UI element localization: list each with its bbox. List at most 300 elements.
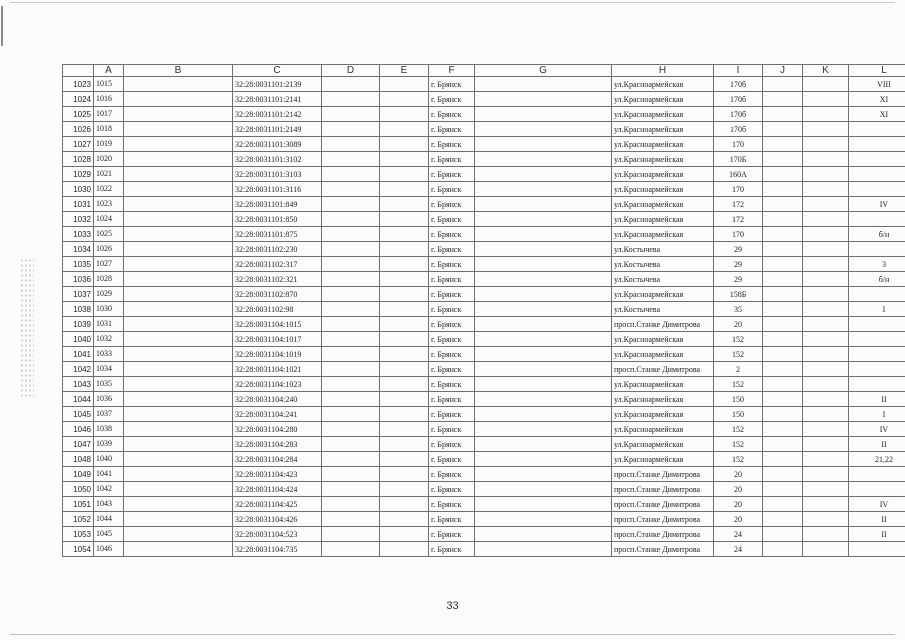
cell-a: 1017 bbox=[94, 107, 124, 122]
cell-l: 3 bbox=[849, 257, 905, 272]
cell-h: ул.Красноармейская bbox=[612, 77, 714, 92]
cell-i: 152 bbox=[714, 437, 763, 452]
cell-a: 1031 bbox=[94, 317, 124, 332]
cell-f: г. Брянск bbox=[429, 512, 475, 527]
cell-a: 1029 bbox=[94, 287, 124, 302]
cell-k bbox=[803, 197, 849, 212]
table-row bbox=[63, 257, 905, 272]
cell-f: г. Брянск bbox=[429, 392, 475, 407]
page-number: 33 bbox=[446, 600, 459, 612]
table-row bbox=[63, 152, 905, 167]
cell-h: ул.Красноармейская bbox=[612, 347, 714, 362]
cell-k bbox=[803, 392, 849, 407]
cell-h: ул.Красноармейская bbox=[612, 332, 714, 347]
cell-l: II bbox=[849, 512, 905, 527]
cell-c: 32:28:0031104:735 bbox=[233, 542, 322, 557]
cell-e bbox=[380, 497, 429, 512]
table-row bbox=[63, 392, 905, 407]
cell-c: 32:28:0031101:2139 bbox=[233, 77, 322, 92]
cell-c: 32:28:0031104:425 bbox=[233, 497, 322, 512]
cell-i: 24 bbox=[714, 542, 763, 557]
cell-i: 20 bbox=[714, 467, 763, 482]
cell-f: г. Брянск bbox=[429, 527, 475, 542]
cell-e bbox=[380, 212, 429, 227]
cell-g bbox=[475, 287, 612, 302]
row-number: 1025 bbox=[63, 107, 94, 122]
cell-c: 32:28:0031101:2141 bbox=[233, 92, 322, 107]
table-row bbox=[63, 347, 905, 362]
cell-a: 1043 bbox=[94, 497, 124, 512]
cell-f: г. Брянск bbox=[429, 197, 475, 212]
cell-d bbox=[322, 467, 380, 482]
cell-k bbox=[803, 92, 849, 107]
cell-b bbox=[124, 332, 233, 347]
cell-i: 152 bbox=[714, 452, 763, 467]
row-number: 1051 bbox=[63, 497, 94, 512]
cell-i: 20 bbox=[714, 497, 763, 512]
cell-k bbox=[803, 377, 849, 392]
cell-b bbox=[124, 182, 233, 197]
cell-f: г. Брянск bbox=[429, 107, 475, 122]
cell-j bbox=[763, 152, 803, 167]
cell-f: г. Брянск bbox=[429, 317, 475, 332]
cell-b bbox=[124, 512, 233, 527]
row-number: 1048 bbox=[63, 452, 94, 467]
column-header-k: K bbox=[803, 65, 849, 77]
cell-h: ул.Красноармейская bbox=[612, 197, 714, 212]
cell-l bbox=[849, 542, 905, 557]
table-row bbox=[63, 242, 905, 257]
cell-a: 1015 bbox=[94, 77, 124, 92]
cell-c: 32:28:0031104:1015 bbox=[233, 317, 322, 332]
cell-i: 170Б bbox=[714, 152, 763, 167]
cell-b bbox=[124, 212, 233, 227]
cell-d bbox=[322, 407, 380, 422]
cell-c: 32:28:0031104:280 bbox=[233, 422, 322, 437]
cell-e bbox=[380, 137, 429, 152]
cell-d bbox=[322, 542, 380, 557]
cell-l bbox=[849, 212, 905, 227]
row-number: 1039 bbox=[63, 317, 94, 332]
cell-h: ул.Красноармейская bbox=[612, 122, 714, 137]
column-header-l: L bbox=[849, 65, 905, 77]
cell-e bbox=[380, 122, 429, 137]
cell-a: 1046 bbox=[94, 542, 124, 557]
cell-b bbox=[124, 197, 233, 212]
cell-k bbox=[803, 152, 849, 167]
cell-e bbox=[380, 197, 429, 212]
cell-l: VIII bbox=[849, 77, 905, 92]
cell-a: 1042 bbox=[94, 482, 124, 497]
cell-g bbox=[475, 362, 612, 377]
cell-a: 1027 bbox=[94, 257, 124, 272]
cell-g bbox=[475, 512, 612, 527]
column-header-b: B bbox=[124, 65, 233, 77]
cell-h: ул.Красноармейская bbox=[612, 92, 714, 107]
cell-c: 32:28:0031104:240 bbox=[233, 392, 322, 407]
table-row bbox=[63, 497, 905, 512]
cell-c: 32:28:0031102:870 bbox=[233, 287, 322, 302]
cell-g bbox=[475, 107, 612, 122]
corner-header bbox=[63, 65, 94, 77]
cell-a: 1019 bbox=[94, 137, 124, 152]
cell-f: г. Брянск bbox=[429, 452, 475, 467]
cell-k bbox=[803, 242, 849, 257]
table-row bbox=[63, 182, 905, 197]
cell-g bbox=[475, 152, 612, 167]
cell-b bbox=[124, 377, 233, 392]
table-row bbox=[63, 512, 905, 527]
table-body bbox=[63, 77, 905, 557]
table-row bbox=[63, 362, 905, 377]
cell-i: 20 bbox=[714, 482, 763, 497]
cell-b bbox=[124, 242, 233, 257]
cell-i: 170б bbox=[714, 122, 763, 137]
cell-g bbox=[475, 497, 612, 512]
cell-b bbox=[124, 257, 233, 272]
cell-c: 32:28:0031102:321 bbox=[233, 272, 322, 287]
cell-j bbox=[763, 137, 803, 152]
cell-d bbox=[322, 287, 380, 302]
cell-b bbox=[124, 542, 233, 557]
row-number: 1053 bbox=[63, 527, 94, 542]
cell-g bbox=[475, 482, 612, 497]
cell-c: 32:28:0031101:3103 bbox=[233, 167, 322, 182]
cell-b bbox=[124, 227, 233, 242]
row-number: 1034 bbox=[63, 242, 94, 257]
cell-k bbox=[803, 542, 849, 557]
row-number: 1046 bbox=[63, 422, 94, 437]
table-row bbox=[63, 227, 905, 242]
cell-e bbox=[380, 437, 429, 452]
cell-f: г. Брянск bbox=[429, 227, 475, 242]
cell-g bbox=[475, 137, 612, 152]
cell-l: II bbox=[849, 437, 905, 452]
cell-j bbox=[763, 122, 803, 137]
cell-h: просп.Станке Димитрова bbox=[612, 482, 714, 497]
cell-l bbox=[849, 362, 905, 377]
cell-e bbox=[380, 527, 429, 542]
cell-c: 32:28:0031101:3102 bbox=[233, 152, 322, 167]
cell-j bbox=[763, 212, 803, 227]
cell-c: 32:28:0031101:875 bbox=[233, 227, 322, 242]
cell-e bbox=[380, 152, 429, 167]
row-number: 1042 bbox=[63, 362, 94, 377]
cell-h: ул.Красноармейская bbox=[612, 437, 714, 452]
cell-k bbox=[803, 302, 849, 317]
column-header-f: F bbox=[429, 65, 475, 77]
cell-a: 1023 bbox=[94, 197, 124, 212]
cell-f: г. Брянск bbox=[429, 77, 475, 92]
cell-a: 1030 bbox=[94, 302, 124, 317]
row-number: 1044 bbox=[63, 392, 94, 407]
cell-i: 170б bbox=[714, 77, 763, 92]
table-row bbox=[63, 107, 905, 122]
table-row bbox=[63, 467, 905, 482]
cell-i: 170б bbox=[714, 107, 763, 122]
cell-i: 170 bbox=[714, 137, 763, 152]
cell-h: ул.Красноармейская bbox=[612, 392, 714, 407]
cell-l bbox=[849, 482, 905, 497]
cell-g bbox=[475, 92, 612, 107]
cell-a: 1026 bbox=[94, 242, 124, 257]
cell-c: 32:28:0031104:423 bbox=[233, 467, 322, 482]
cell-l: б/н bbox=[849, 227, 905, 242]
cell-i: 158Б bbox=[714, 287, 763, 302]
cell-k bbox=[803, 452, 849, 467]
cell-c: 32:28:0031102:317 bbox=[233, 257, 322, 272]
cell-b bbox=[124, 437, 233, 452]
cell-a: 1020 bbox=[94, 152, 124, 167]
cell-c: 32:28:0031101:849 bbox=[233, 197, 322, 212]
cell-j bbox=[763, 362, 803, 377]
cell-f: г. Брянск bbox=[429, 542, 475, 557]
cell-k bbox=[803, 257, 849, 272]
cell-c: 32:28:0031104:284 bbox=[233, 452, 322, 467]
cell-b bbox=[124, 77, 233, 92]
cell-d bbox=[322, 152, 380, 167]
cell-f: г. Брянск bbox=[429, 212, 475, 227]
column-header-c: C bbox=[233, 65, 322, 77]
cell-b bbox=[124, 302, 233, 317]
cell-g bbox=[475, 467, 612, 482]
cell-k bbox=[803, 317, 849, 332]
row-number: 1045 bbox=[63, 407, 94, 422]
cell-d bbox=[322, 227, 380, 242]
cell-g bbox=[475, 197, 612, 212]
cell-i: 29 bbox=[714, 272, 763, 287]
table-row bbox=[63, 137, 905, 152]
cell-j bbox=[763, 317, 803, 332]
cell-e bbox=[380, 92, 429, 107]
table-row bbox=[63, 317, 905, 332]
cell-e bbox=[380, 107, 429, 122]
scan-left-mark bbox=[1, 6, 3, 46]
cell-a: 1016 bbox=[94, 92, 124, 107]
cell-k bbox=[803, 272, 849, 287]
cell-c: 32:28:0031101:850 bbox=[233, 212, 322, 227]
column-header-j: J bbox=[763, 65, 803, 77]
cell-b bbox=[124, 362, 233, 377]
cell-a: 1024 bbox=[94, 212, 124, 227]
cell-g bbox=[475, 77, 612, 92]
cell-l: IV bbox=[849, 497, 905, 512]
cell-c: 32:28:0031104:1023 bbox=[233, 377, 322, 392]
table-row bbox=[63, 212, 905, 227]
cell-e bbox=[380, 287, 429, 302]
cell-e bbox=[380, 272, 429, 287]
cell-i: 35 bbox=[714, 302, 763, 317]
cell-b bbox=[124, 137, 233, 152]
cell-j bbox=[763, 272, 803, 287]
cell-h: просп.Станке Димитрова bbox=[612, 512, 714, 527]
cell-j bbox=[763, 242, 803, 257]
cell-f: г. Брянск bbox=[429, 332, 475, 347]
cell-e bbox=[380, 362, 429, 377]
cell-h: ул.Красноармейская bbox=[612, 212, 714, 227]
cell-h: просп.Станке Димитрова bbox=[612, 467, 714, 482]
cell-e bbox=[380, 167, 429, 182]
cell-j bbox=[763, 92, 803, 107]
cell-j bbox=[763, 332, 803, 347]
cell-i: 20 bbox=[714, 317, 763, 332]
cell-e bbox=[380, 317, 429, 332]
cell-c: 32:28:0031104:1017 bbox=[233, 332, 322, 347]
cell-f: г. Брянск bbox=[429, 242, 475, 257]
cell-l bbox=[849, 152, 905, 167]
table-row bbox=[63, 197, 905, 212]
cell-a: 1028 bbox=[94, 272, 124, 287]
cell-h: просп.Станке Димитрова bbox=[612, 542, 714, 557]
cell-k bbox=[803, 227, 849, 242]
cell-l: II bbox=[849, 392, 905, 407]
cell-c: 32:28:0031104:241 bbox=[233, 407, 322, 422]
cell-h: просп.Станке Димитрова bbox=[612, 362, 714, 377]
cell-d bbox=[322, 182, 380, 197]
cell-k bbox=[803, 437, 849, 452]
row-number: 1030 bbox=[63, 182, 94, 197]
cell-k bbox=[803, 122, 849, 137]
cell-h: ул.Красноармейская bbox=[612, 137, 714, 152]
cell-g bbox=[475, 407, 612, 422]
cell-g bbox=[475, 302, 612, 317]
cell-l bbox=[849, 287, 905, 302]
row-number: 1047 bbox=[63, 437, 94, 452]
cell-b bbox=[124, 407, 233, 422]
cell-h: ул.Красноармейская bbox=[612, 377, 714, 392]
cell-h: ул.Костычева bbox=[612, 242, 714, 257]
cell-c: 32:28:0031104:1019 bbox=[233, 347, 322, 362]
cell-l bbox=[849, 182, 905, 197]
cell-i: 152 bbox=[714, 377, 763, 392]
row-number: 1035 bbox=[63, 257, 94, 272]
cell-k bbox=[803, 512, 849, 527]
cell-k bbox=[803, 362, 849, 377]
cell-a: 1025 bbox=[94, 227, 124, 242]
cell-f: г. Брянск bbox=[429, 272, 475, 287]
cell-a: 1037 bbox=[94, 407, 124, 422]
cell-e bbox=[380, 302, 429, 317]
cell-b bbox=[124, 287, 233, 302]
table-row bbox=[63, 332, 905, 347]
cell-f: г. Брянск bbox=[429, 167, 475, 182]
cell-k bbox=[803, 182, 849, 197]
row-number: 1040 bbox=[63, 332, 94, 347]
cell-e bbox=[380, 77, 429, 92]
cell-g bbox=[475, 452, 612, 467]
cell-b bbox=[124, 392, 233, 407]
cell-g bbox=[475, 527, 612, 542]
cell-k bbox=[803, 422, 849, 437]
cell-l bbox=[849, 347, 905, 362]
row-number: 1024 bbox=[63, 92, 94, 107]
cell-l: I bbox=[849, 302, 905, 317]
cell-c: 32:28:0031101:2142 bbox=[233, 107, 322, 122]
cell-k bbox=[803, 332, 849, 347]
cell-e bbox=[380, 392, 429, 407]
cell-d bbox=[322, 317, 380, 332]
cell-h: просп.Станке Димитрова bbox=[612, 497, 714, 512]
table-row bbox=[63, 77, 905, 92]
cell-d bbox=[322, 377, 380, 392]
cell-g bbox=[475, 257, 612, 272]
cell-k bbox=[803, 527, 849, 542]
cell-g bbox=[475, 272, 612, 287]
cell-b bbox=[124, 122, 233, 137]
table-row bbox=[63, 437, 905, 452]
table-row bbox=[63, 302, 905, 317]
table-row bbox=[63, 527, 905, 542]
cell-l: I bbox=[849, 407, 905, 422]
cell-i: 160А bbox=[714, 167, 763, 182]
cell-c: 32:28:0031101:2149 bbox=[233, 122, 322, 137]
cell-e bbox=[380, 467, 429, 482]
cell-f: г. Брянск bbox=[429, 122, 475, 137]
cell-h: просп.Станке Димитрова bbox=[612, 317, 714, 332]
cell-j bbox=[763, 182, 803, 197]
cell-d bbox=[322, 302, 380, 317]
cell-f: г. Брянск bbox=[429, 362, 475, 377]
cell-c: 32:28:0031104:523 bbox=[233, 527, 322, 542]
row-number: 1054 bbox=[63, 542, 94, 557]
cell-l: 21,22 bbox=[849, 452, 905, 467]
cell-f: г. Брянск bbox=[429, 92, 475, 107]
row-number: 1032 bbox=[63, 212, 94, 227]
cell-h: ул.Костычева bbox=[612, 272, 714, 287]
row-number: 1027 bbox=[63, 137, 94, 152]
column-header-d: D bbox=[322, 65, 380, 77]
cell-b bbox=[124, 107, 233, 122]
cell-c: 32:28:0031104:426 bbox=[233, 512, 322, 527]
cell-b bbox=[124, 527, 233, 542]
cell-c: 32:28:0031101:3089 bbox=[233, 137, 322, 152]
column-header-h: H bbox=[612, 65, 714, 77]
row-number: 1026 bbox=[63, 122, 94, 137]
cell-d bbox=[322, 242, 380, 257]
row-number: 1049 bbox=[63, 467, 94, 482]
cell-f: г. Брянск bbox=[429, 137, 475, 152]
row-number: 1041 bbox=[63, 347, 94, 362]
cell-l bbox=[849, 122, 905, 137]
cell-j bbox=[763, 227, 803, 242]
cell-d bbox=[322, 197, 380, 212]
cell-d bbox=[322, 212, 380, 227]
cell-e bbox=[380, 227, 429, 242]
cell-j bbox=[763, 467, 803, 482]
cell-l: IV bbox=[849, 422, 905, 437]
cell-a: 1040 bbox=[94, 452, 124, 467]
cell-j bbox=[763, 527, 803, 542]
scan-top-edge bbox=[10, 2, 895, 3]
cell-f: г. Брянск bbox=[429, 347, 475, 362]
cell-d bbox=[322, 77, 380, 92]
table-row bbox=[63, 377, 905, 392]
cell-f: г. Брянск bbox=[429, 152, 475, 167]
cell-a: 1034 bbox=[94, 362, 124, 377]
cell-d bbox=[322, 272, 380, 287]
cell-e bbox=[380, 347, 429, 362]
cell-l bbox=[849, 167, 905, 182]
cell-k bbox=[803, 407, 849, 422]
row-number: 1050 bbox=[63, 482, 94, 497]
row-number: 1038 bbox=[63, 302, 94, 317]
cell-f: г. Брянск bbox=[429, 407, 475, 422]
cell-d bbox=[322, 92, 380, 107]
cell-j bbox=[763, 377, 803, 392]
cell-c: 32:28:0031102:230 bbox=[233, 242, 322, 257]
cell-l bbox=[849, 377, 905, 392]
table-row bbox=[63, 452, 905, 467]
